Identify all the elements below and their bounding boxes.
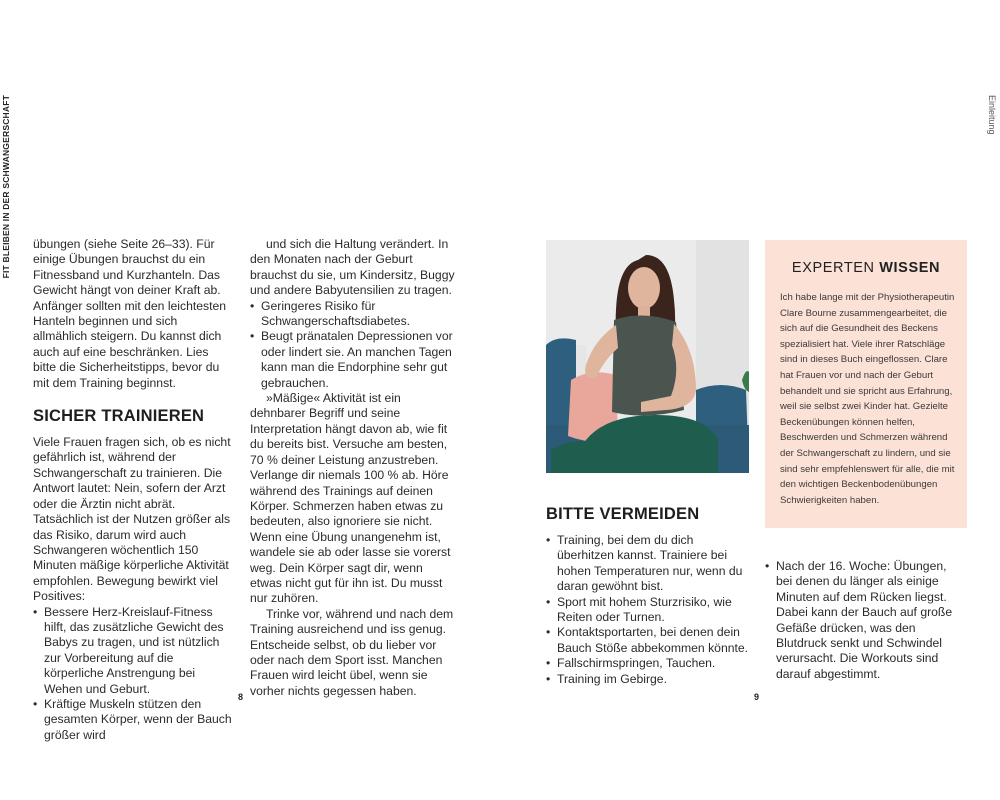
running-head-left-text: FIT BLEIBEN IN DER SCHWANGERSCHAFT: [1, 95, 11, 279]
safety-paragraph: Viele Frauen fragen sich, ob es nicht gefährlich ist, während der Schwangerschaft zu trainieren. Die Antwort lautet: Nein, sofern der Arzt oder die Ärztin nicht abrät. Tatsächlich ist der Nutzen größer als das Risiko, darum wird auch Schwangeren wöchentlich 150 Minuten mäßige körperliche Aktivität empfohlen. Bewegung bewirkt viel Positives:: [33, 435, 231, 604]
list-item: • Fallschirmspringen, Tauchen.: [546, 656, 751, 671]
expert-box-title-light: EXPERTEN: [791, 260, 875, 276]
nutrition-paragraph: Trinke vor, während und nach dem Training ausreichend und iss genug. Entscheide selbst, ob du lieber vor oder nach dem Sport isst. Manchen Frauen wird leicht übel, wenn sie vorher nichts gegessen haben.: [250, 606, 454, 698]
photo-illustration: [546, 240, 749, 473]
page-number-left: 8: [238, 692, 244, 702]
page-number-right: 9: [754, 692, 760, 702]
list-item: • Beugt pränatalen Depressionen vor oder lindert sie. An manchen Tagen kann man die Endorphine sehr gut gebrauchen.: [250, 329, 455, 391]
heading-bitte-vermeiden: BITTE VERMEIDEN: [546, 505, 700, 523]
list-item: • Sport mit hohem Sturzrisiko, wie Reiten oder Turnen.: [546, 595, 751, 626]
column-2: [250, 237, 455, 699]
running-head-right-text: Einleitung: [987, 95, 997, 135]
expert-box-title: [765, 260, 967, 276]
expert-knowledge-box: [765, 240, 967, 528]
intro-paragraph: übungen (siehe Seite 26–33). Für einige Übungen brauchst du ein Fitnessband und Kurzhanteln. Das Gewicht hängt von deiner Kraft ab. Anfänger sollten mit den leichtesten Hanteln beginnen und sich allmählich steigern. Du kannst dich auch auf eine beschränken. Lies bitte die Sicherheitstipps, bevor du mit dem Training beginnst.: [33, 237, 227, 390]
list-item: • Nach der 16. Woche: Übungen, bei denen du länger als einige Minuten auf dem Rücken liegst. Dabei kann der Bauch auf große Gefäße drücken, was den Blutdruck senkt und Schwindel verursacht. Die Workouts sind darauf abgestimmt.: [765, 559, 965, 682]
expert-box-text: Ich habe lange mit der Physiotherapeutin Clare Bourne zusammengearbeitet, die sich auf die Gesundheit des Beckens spezialisiert hat. Viele ihrer Ratschläge sind in dieses Buch eingeflossen. Clare hat Frauen vor und nach der Geburt behandelt und sie spricht aus Erfahrung, weil sie selbst zwei Kinder hat. Gezielte Beckenübungen können helfen, Beschwerden und Schmerzen während der Schwangerschaft zu lindern, und sie sind sehr empfehlenswert für alle, die mit den wichtigen Beckenbodenübungen Schwierigkeiten haben.: [780, 292, 955, 506]
column-4: [765, 559, 965, 682]
continued-paragraph: und sich die Haltung verändert. In den Monaten nach der Geburt brauchst du sie, um Kindersitz, Buggy und andere Babyutensilien zu tragen.: [250, 237, 455, 298]
list-item: • Training im Gebirge.: [546, 672, 751, 687]
avoid-list-continued: [765, 559, 965, 682]
list-item: • Bessere Herz-Kreislauf-Fitness hilft, das zusätzliche Gewicht des Babys zu tragen, und ist nützlich zur Vorbereitung auf die körperliche Anstrengung bei Wehen und Geburt.: [33, 605, 233, 697]
moderate-activity-paragraph: »Mäßige« Aktivität ist ein dehnbarer Begriff und seine Interpretation hängt davon ab, wie fit du bereits bist. Versuche am besten, 70 % deiner Leistung anzustreben. Verlange dir niemals 100 % ab. Höre während des Trainings auf deinen Körper. Schmerzen haben etwas zu bedeuten, also ignoriere sie nicht. Wenn eine Übung unangenehm ist, wandele sie ab oder lasse sie vorerst weg. Dein Körper sagt dir, wenn etwas nicht gut für ihn ist. Du musst nur zuhören.: [250, 391, 451, 606]
list-item: • Geringeres Risiko für Schwangerschaftsdiabetes.: [250, 299, 455, 330]
list-item: • Kontaktsportarten, bei denen dein Bauch Stöße abbekommen könnte.: [546, 625, 751, 656]
list-item: • Training, bei dem du dich überhitzen kannst. Trainiere bei hohen Temperaturen nur, wenn du daran gewöhnt bist.: [546, 533, 751, 595]
running-head-right: [984, 95, 998, 155]
avoid-list: [546, 533, 751, 687]
heading-sicher-trainieren: SICHER TRAINIEREN: [33, 407, 205, 426]
column-3: [546, 492, 751, 687]
list-item: • Kräftige Muskeln stützen den gesamten Körper, wenn der Bauch größer wird: [33, 697, 233, 743]
expert-box-title-bold: WISSEN: [879, 260, 941, 276]
benefits-list: [33, 605, 233, 744]
running-head-left: [0, 95, 14, 279]
column-1: [33, 237, 233, 743]
benefits-list-continued: [250, 299, 455, 391]
photo-woman-on-sofa: [546, 240, 749, 473]
